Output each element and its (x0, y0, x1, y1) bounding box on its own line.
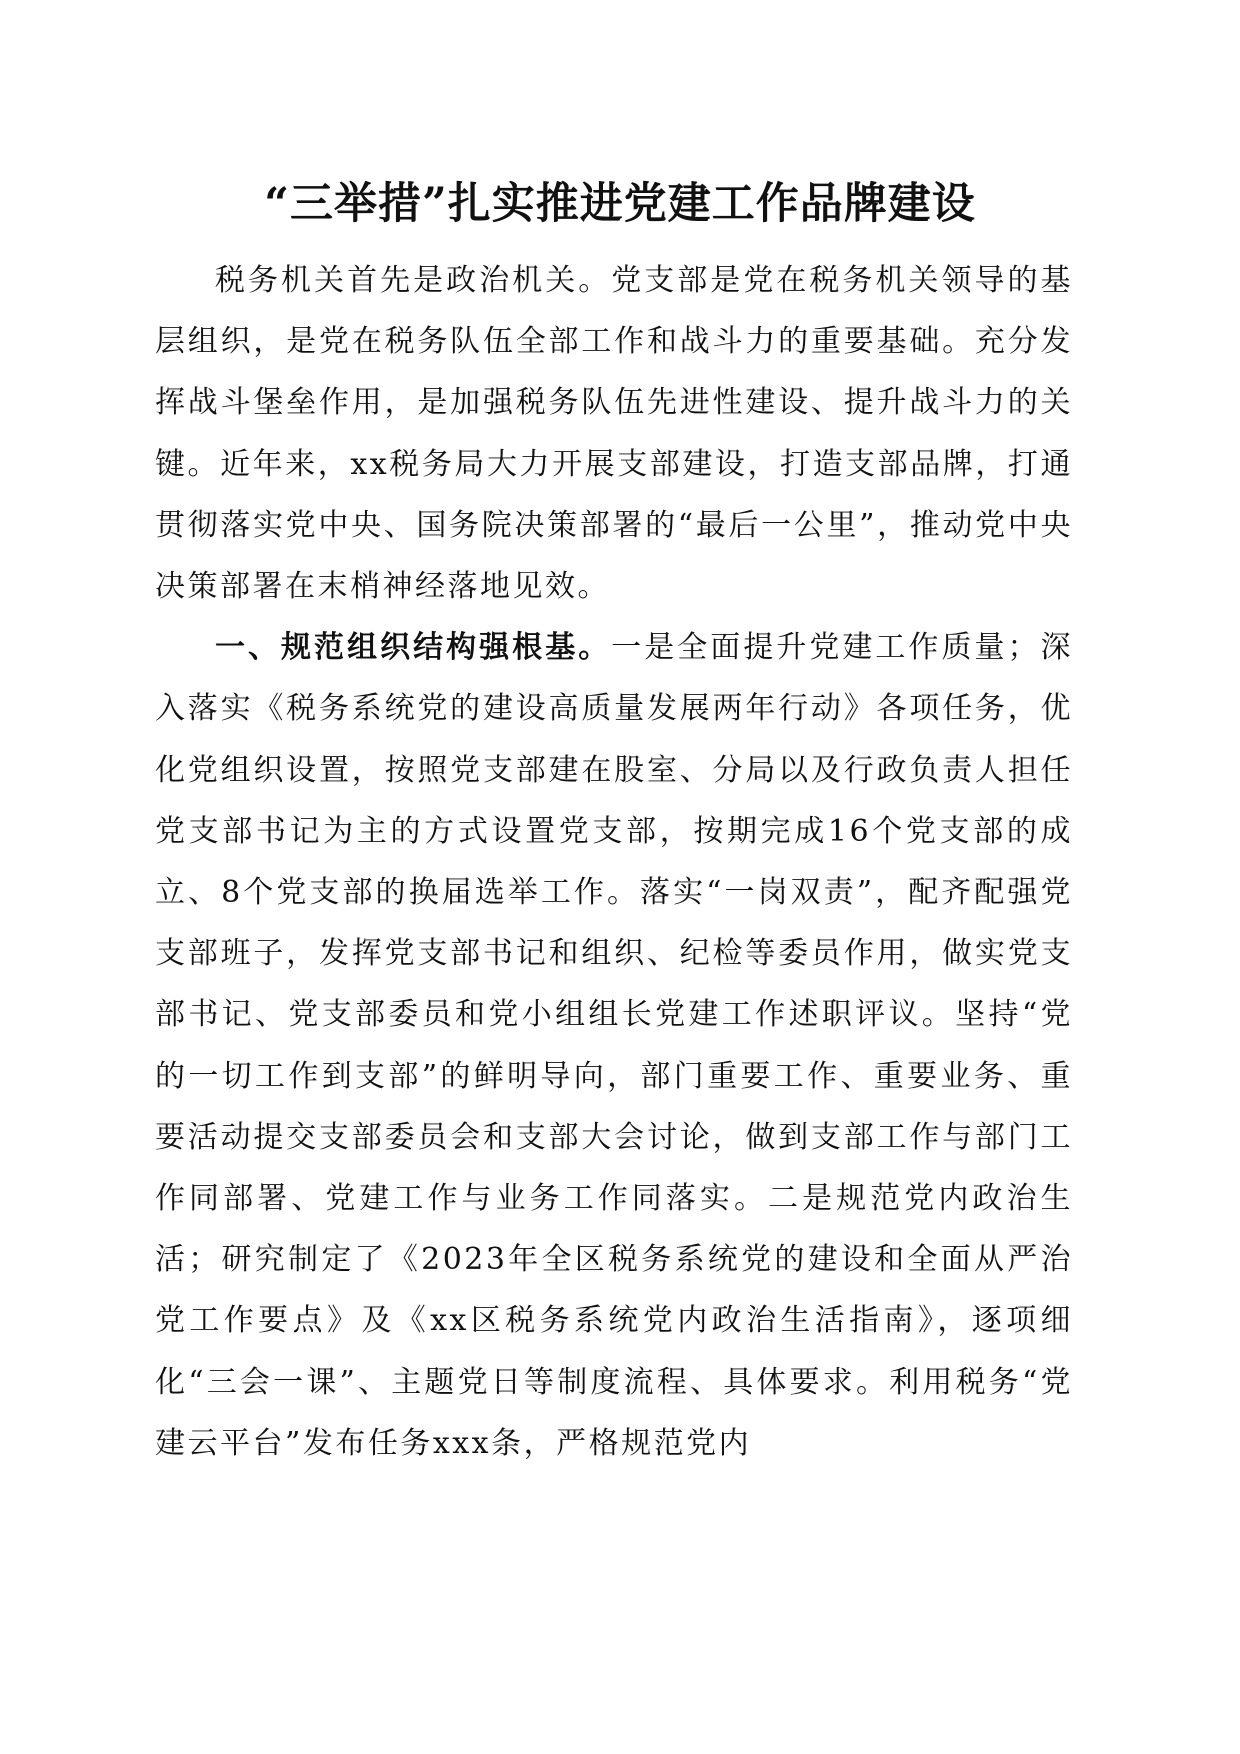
section-heading: 一、规范组织结构强根基。 (215, 630, 612, 666)
document-body (155, 250, 1073, 1474)
paragraph-text: 税务机关首先是政治机关。党支部是党在税务机关领导的基层组织，是党在税务队伍全部工作和战斗力的重要基础。充分发挥战斗堡垒作用，是加强税务队伍先进性建设、提升战斗力的关键。近年来，xx税务局大力开展支部建设，打造支部品牌，打通贯彻落实党中央、国务院决策部署的“最后一公里”，推动党中央决策部署在末梢神经落地见效。 (155, 263, 1073, 605)
document-title: “三举措”扎实推进党建工作品牌建设 (264, 179, 976, 229)
section-one-paragraph (155, 617, 1073, 1474)
paragraph-text: 一是全面提升党建工作质量；深入落实《税务系统党的建设高质量发展两年行动》各项任务，优化党组织设置，按照党支部建在股室、分局以及行政负责人担任党支部书记为主的方式设置党支部，按期完成16个党支部的成立、8个党支部的换届选举工作。落实“一岗双责”，配齐配强党支部班子，发挥党支部书记和组织、纪检等委员作用，做实党支部书记、党支部委员和党小组组长党建工作述职评议。坚持“党的一切工作到支部”的鲜明导向，部门重要工作、重要业务、重要活动提交支部委员会和支部大会讨论，做到支部工作与部门工作同部署、党建工作与业务工作同落实。二是规范党内政治生活；研究制定了《2023年全区税务系统党的建设和全面从严治党工作要点》及《xx区税务系统党内政治生活指南》，逐项细化“三会一课”、主题党日等制度流程、具体要求。利用税务“党建云平台”发布任务xxx条，严格规范党内 (155, 630, 1074, 1461)
intro-paragraph (155, 250, 1073, 617)
